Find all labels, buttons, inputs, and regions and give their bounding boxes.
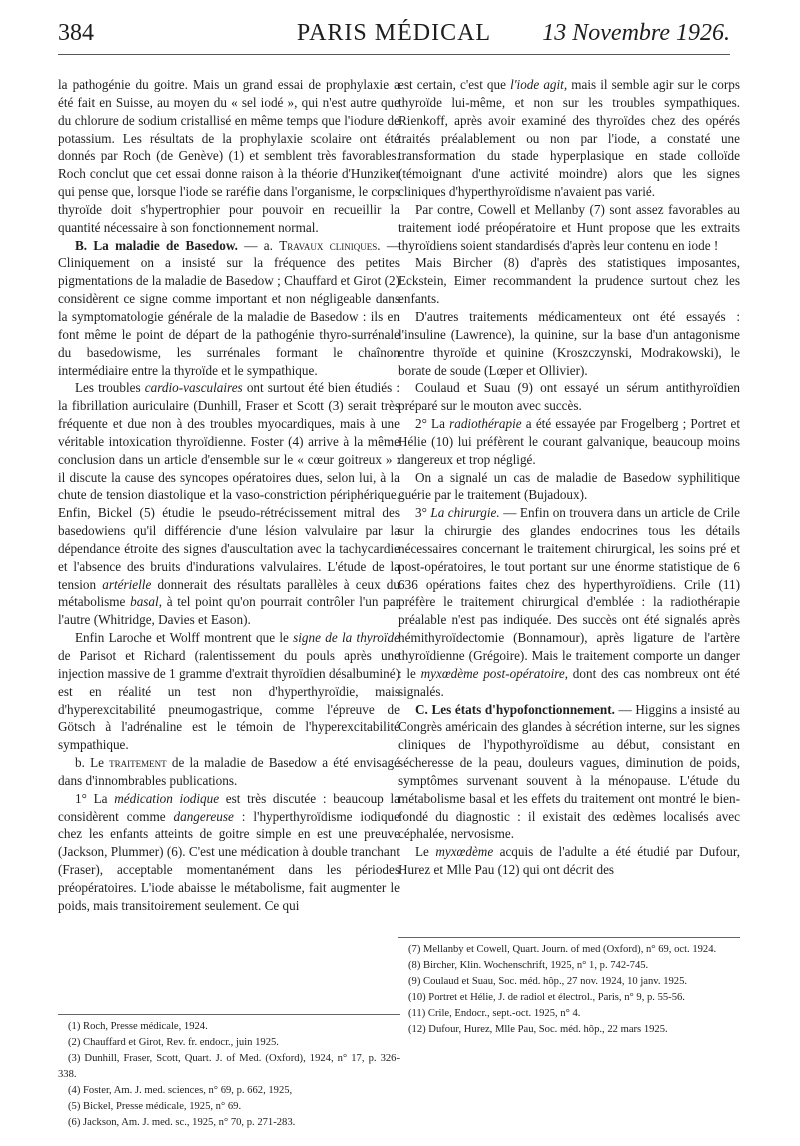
footnote: (2) Chauffard et Girot, Rev. fr. endocr., juin 1925. — [68, 1037, 279, 1048]
paragraph: Coulaud et Suau (9) ont essayé un sérum antithyroïdien préparé sur le mouton avec succès. — [398, 380, 740, 414]
paragraph: Par contre, Cowell et Mellanby (7) sont assez favorables au traitement iodé préopératoire et Hunt propose que les extraits thyroïdiens soient standardisés d'après leur contenu en iode ! — [398, 201, 740, 253]
paragraph: Les troubles cardio-vasculaires ont surtout été bien étudiés : la fibrillation auriculaire (Dunhill, Fraser et Scott (3) serait très fréquente et due non à des troubles myocardiques, mais à une véritable intoxication thyroïdienne. Foster (4) arrive à la même conclusion dans un article d'ensemble sur le « cœur goitreux » : il discute la cause des syncopes opératoires dues, selon lui, à la chute de tension diastolique et la vaso-constriction périphérique. Enfin, Bickel (5) étudie le pseudo-rétrécissement mitral des basedowiens qu'il différencie d'une lésion valvulaire par la dépendance étroite des signes d'auscultation avec la tachycardie et l'absence des bruits d'indurations valvulaires. L'étude de la tension artérielle donnerait des résultats parallèles à ceux du métabolisme basal, à tel point qu'on pourrait contrôler l'un par l'autre (Whitridge, Davies et Eason). — [58, 380, 401, 628]
footnote: (11) Crile, Endocr., sept.-oct. 1925, n° 4. — [408, 1008, 581, 1019]
section-heading: B. La maladie de Basedow. — [75, 237, 238, 253]
issue-date: 13 Novembre 1926. — [542, 20, 730, 46]
footnotes-right — [398, 937, 740, 1038]
left-column — [58, 76, 400, 915]
paragraph: la pathogénie du goitre. Mais un grand essai de prophylaxie a été fait en Suisse, au moyen du « sel iodé », qui n'est autre que du chlorure de sodium cristallisé en même temps que l'iodure de potassium. Les résultats de la prophylaxie scolaire ont été donnés par Roch (de Genève) (1) et semblent très favorables. Roch conclut que cet essai donne raison à la théorie d'Hunziker qui pense que, lorsque l'iode se raréfie dans l'organisme, le corps thyroïde doit s'hypertrophier pour pouvoir en recueillir la quantité nécessaire à son fonctionnement normal. — [58, 77, 400, 235]
paragraph: D'autres traitements médicamenteux ont été essayés : l'insuline (Lawrence), la quinine, sur la base d'un antagonisme entre thyroïde et quinine (Kroszczynski, Modrakowski), le borate de soude (Lœper et Ollivier). — [398, 308, 740, 378]
footnote: (9) Coulaud et Suau, Soc. méd. hôp., 27 nov. 1924, 10 janv. 1925. — [408, 976, 688, 987]
footnote: (8) Bircher, Klin. Wochenschrift, 1925, n° 1, p. 742-745. — [408, 960, 649, 971]
paragraph: 2° La radiothérapie a été essayée par Frogelberg ; Portret et Hélie (10) lui préfèrent le courant galvanique, beaucoup moins dangereux et trop négligé. — [398, 416, 740, 467]
paragraph: b. Le traitement de la maladie de Basedow a été envisagé dans d'innombrables publications. — [58, 755, 400, 788]
footnote: (5) Bickel, Presse médicale, 1925, n° 69. — [68, 1101, 242, 1112]
right-column — [398, 76, 740, 879]
footnotes-left — [58, 1014, 400, 1131]
paragraph: est certain, c'est que l'iode agit, mais il semble agir sur le corps thyroïde lui-même, et non sur les troubles sympathiques. Rienkoff, après avoir examiné des thyroïdes chez des opérés traités préalablement ou non par l'iode, a constaté une transformation du stade hyperplasique en stade colloïde (témoignant d'une activité moindre) alors que les signes cliniques d'hyperthyroïdisme n'avaient pas varié. — [398, 77, 740, 200]
footnote: (1) Roch, Presse médicale, 1924. — [68, 1021, 208, 1032]
section-heading: C. Les états d'hypofonctionnement. — [415, 701, 615, 717]
footnote: (12) Dufour, Hurez, Mlle Pau, Soc. méd. hôp., 22 mars 1925. — [408, 1024, 668, 1035]
page-number: 384 — [58, 20, 94, 46]
subsection-title: Travaux cliniques. — [279, 237, 381, 253]
paragraph: 3° La chirurgie. — Enfin on trouvera dans un article de Crile sur la chirurgie des glandes endocrines tous les détails nécessaires concernant le traitement chirurgical, les soins pré et post-opératoires, le tout portant sur une énorme statistique de 6 636 opérations faites chez des hyperthyroïdiens. Crile (11) préfère le traitement chirurgical d'emblée : la radiothérapie préalable n'est pas indiquée. Des succès ont été signalés après hémithyroïdectomie (Bonnamour), après ligature de l'artère thyroïdienne (Grégoire). Mais le traitement comporte un danger : le myxœdème post-opératoire, dont des cas nombreux ont été signalés. — [398, 505, 740, 699]
footnote: (10) Portret et Hélie, J. de radiol et électrol., Paris, n° 9, p. 55-56. — [408, 992, 685, 1003]
paragraph: Mais Bircher (8) d'après des statistiques imposantes, Eckstein, Eimer recommandent la prudence surtout chez les enfants. — [398, 255, 740, 307]
footnote: (4) Foster, Am. J. med. sciences, n° 69, p. 662, 1925, — [68, 1085, 293, 1096]
footnote: (7) Mellanby et Cowell, Quart. Journ. of med (Oxford), n° 69, oct. 1924. — [408, 944, 717, 955]
section-c-paragraph: C. Les états d'hypofonctionnement. — Higgins a insisté au Congrès américain des glandes à sécrétion interne, sur les signes cliniques de l'hypothyroïdisme au début, consistant en sécheresse de la peau, douleurs vagues, diminution de poids, symptômes survenant souvent à la ménopause. L'étude du métabolisme basal et les effets du traitement ont montré le bien-fondé du diagnostic : il existait des œdèmes localisés avec céphalée, nervosisme. — [398, 701, 740, 842]
paragraph: Le myxœdème acquis de l'adulte a été étudié par Dufour, Hurez et Mlle Pau (12) qui ont décrit des — [398, 844, 740, 878]
paragraph: On a signalé un cas de maladie de Basedow syphilitique guérie par le traitement (Bujadoux). — [398, 469, 740, 503]
page-header — [58, 20, 730, 56]
footnote: (6) Jackson, Am. J. med. sc., 1925, n° 70, p. 271-283. — [68, 1117, 296, 1128]
section-b-paragraph: B. La maladie de Basedow. — a. Travaux cliniques. — Cliniquement on a insisté sur la fréquence des petites pigmentations de la maladie de Basedow ; Chauffard et Girot (2) considèrent ce signe comme important et non négligeable dans la symptomatologie générale de la maladie de Basedow : ils en font même le point de départ de la pathogénie thyro-surrénale du basedowisme, les surrénales formant le chaînon intermédiaire entre la thyroïde et le sympathique. — [58, 237, 400, 378]
paragraph: 1° La médication iodique est très discutée : beaucoup la considèrent comme dangereuse : l'hyperthyroïdisme iodique chez les enfants atteints de goitre simple en est une preuve (Jackson, Plummer) (6). C'est une médication à double tranchant (Fraser), acceptable momentanément dans les périodes préopératoires. L'iode abaisse le métabolisme, fait augmenter le poids, mais transitoirement seulement. Ce qui — [58, 790, 401, 913]
journal-title: PARIS MÉDICAL — [296, 20, 492, 46]
paragraph: Enfin Laroche et Wolff montrent que le signe de la thyroïde de Parisot et Richard (ralentissement du pouls après une injection massive de 1 gramme d'extrait thyroïdien désalbuminé) est en réalité un test non d'hyperthyroïdie, mais d'hyperexcitabilité pneumogastrique, comme l'épreuve de Götsch à l'adrénaline est le témoin de l'hyperexcitabilité sympathique. — [58, 630, 400, 753]
footnote: (3) Dunhill, Fraser, Scott, Quart. J. of Med. (Oxford), 1924, n° 17, p. 326-338. — [58, 1053, 400, 1080]
header-rule — [58, 54, 730, 55]
